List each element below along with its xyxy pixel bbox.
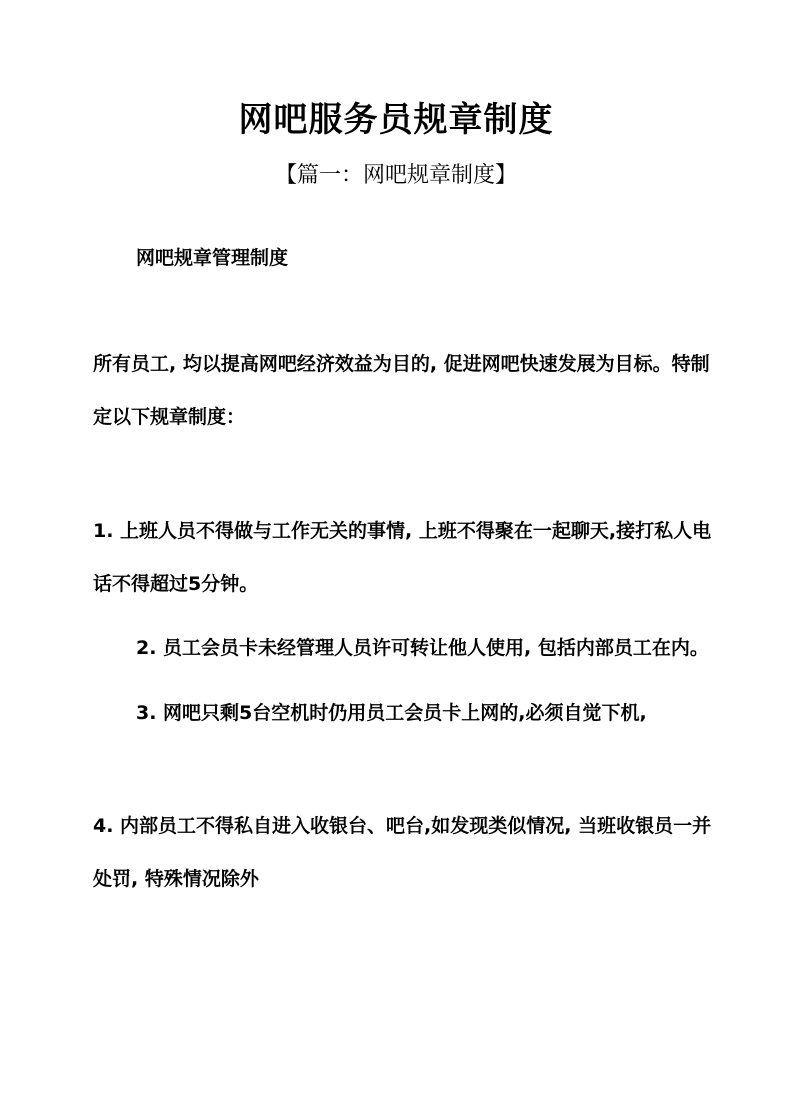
intro-paragraph: [93, 338, 709, 444]
text-line: 1. 上班人员不得做与工作无关的事情, 上班不得聚在一起聊天,接打私人电: [93, 520, 712, 542]
text-line: 定以下规章制度：: [93, 406, 246, 428]
rule-item-1: [93, 505, 712, 611]
text-line: 所有员工, 均以提高网吧经济效益为目的, 促进网吧快速发展为目标。特制: [93, 353, 710, 375]
rule-item-4: [93, 800, 712, 906]
rule-item-2: [136, 622, 709, 675]
text-line: 话不得超过5分钟。: [93, 573, 259, 595]
text-line: 处罚, 特殊情况除外: [93, 868, 259, 890]
text-line: 2. 员工会员卡未经管理人员许可转让他人使用, 包括内部员工在内。: [136, 637, 709, 659]
sub-heading: 网吧规章管理制度: [136, 247, 289, 269]
text-line: 4. 内部员工不得私自进入收银台、吧台,如发现类似情况, 当班收银员一并: [93, 815, 712, 837]
text-line: 3. 网吧只剩5台空机时仍用员工会员卡上网的,必须自觉下机,: [136, 702, 647, 724]
document-title: 网吧服务员规章制度: [238, 100, 554, 140]
rule-item-3: [136, 687, 709, 740]
section-header: 【篇一：网吧规章制度】: [274, 163, 517, 188]
